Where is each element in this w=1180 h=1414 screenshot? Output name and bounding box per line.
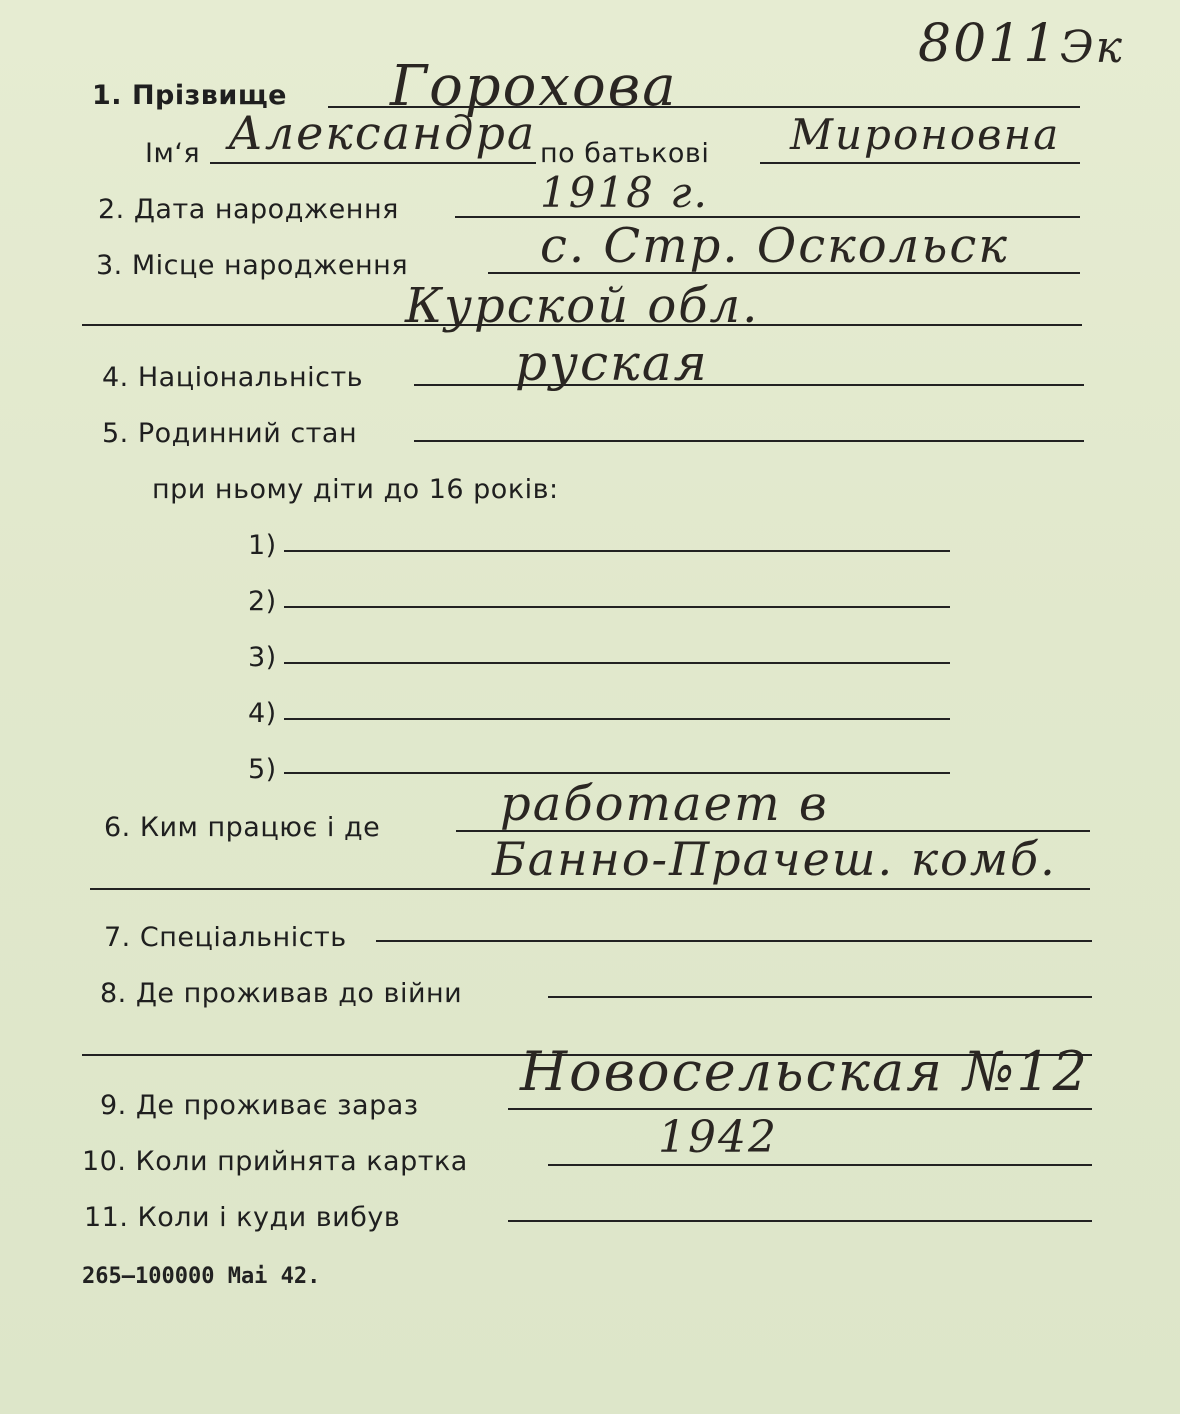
child-line-2 [284,606,950,608]
name-label: Ім‘я [145,138,201,169]
prewar-residence-line [548,996,1092,998]
child-number-4: 4) [248,698,277,729]
card-accepted-label: 10. Коли прийнята картка [82,1146,468,1177]
departed-label: 11. Коли і куди вибув [84,1202,401,1233]
prewar-residence-label: 8. Де проживав до війни [100,978,463,1009]
family-status-line [414,440,1084,442]
child-number-5: 5) [248,754,277,785]
child-line-1 [284,550,950,552]
corner-mark: Эк [1060,22,1124,73]
child-line-3 [284,662,950,664]
birth-place-value-2: Курской обл. [405,278,760,334]
name-value: Александра [228,106,537,160]
work-value-1: работает в [500,776,829,832]
current-residence-value: Новосельская №12 [520,1040,1089,1103]
child-number-1: 1) [248,530,277,561]
current-residence-line [508,1108,1092,1110]
specialty-label: 7. Спеціальність [104,922,347,953]
current-residence-label: 9. Де проживає зараз [100,1090,419,1121]
child-number-3: 3) [248,642,277,673]
child-number-2: 2) [248,586,277,617]
children-label: при ньому діти до 16 років: [152,474,559,505]
birth-date-label: 2. Дата народження [98,194,399,225]
card-accepted-value: 1942 [658,1112,778,1163]
child-line-5 [284,772,950,774]
child-line-4 [284,718,950,720]
departed-line [508,1220,1092,1222]
work-label: 6. Ким працює і де [104,812,381,843]
family-status-label: 5. Родинний стан [102,418,358,449]
patronymic-label: по батькові [540,138,710,169]
nationality-label: 4. Національність [102,362,364,393]
specialty-line [376,940,1092,942]
print-code: 265—100000 Mai 42. [82,1264,321,1289]
work-value-2: Банно-Прачеш. комб. [492,832,1057,886]
surname-value: Горохова [390,54,678,119]
work-line-2 [90,888,1090,890]
name-line [210,162,536,164]
surname-label: 1. Прізвище [92,80,287,111]
birth-place-value-1: с. Стр. Оскольск [540,218,1009,274]
birth-date-value: 1918 г. [540,168,709,217]
patronymic-line [760,162,1080,164]
card-accepted-line [548,1164,1092,1166]
record-number: 8011 [918,14,1059,74]
birth-place-label: 3. Місце народження [96,250,409,281]
patronymic-value: Мироновна [790,110,1061,159]
nationality-value: руская [515,334,709,392]
